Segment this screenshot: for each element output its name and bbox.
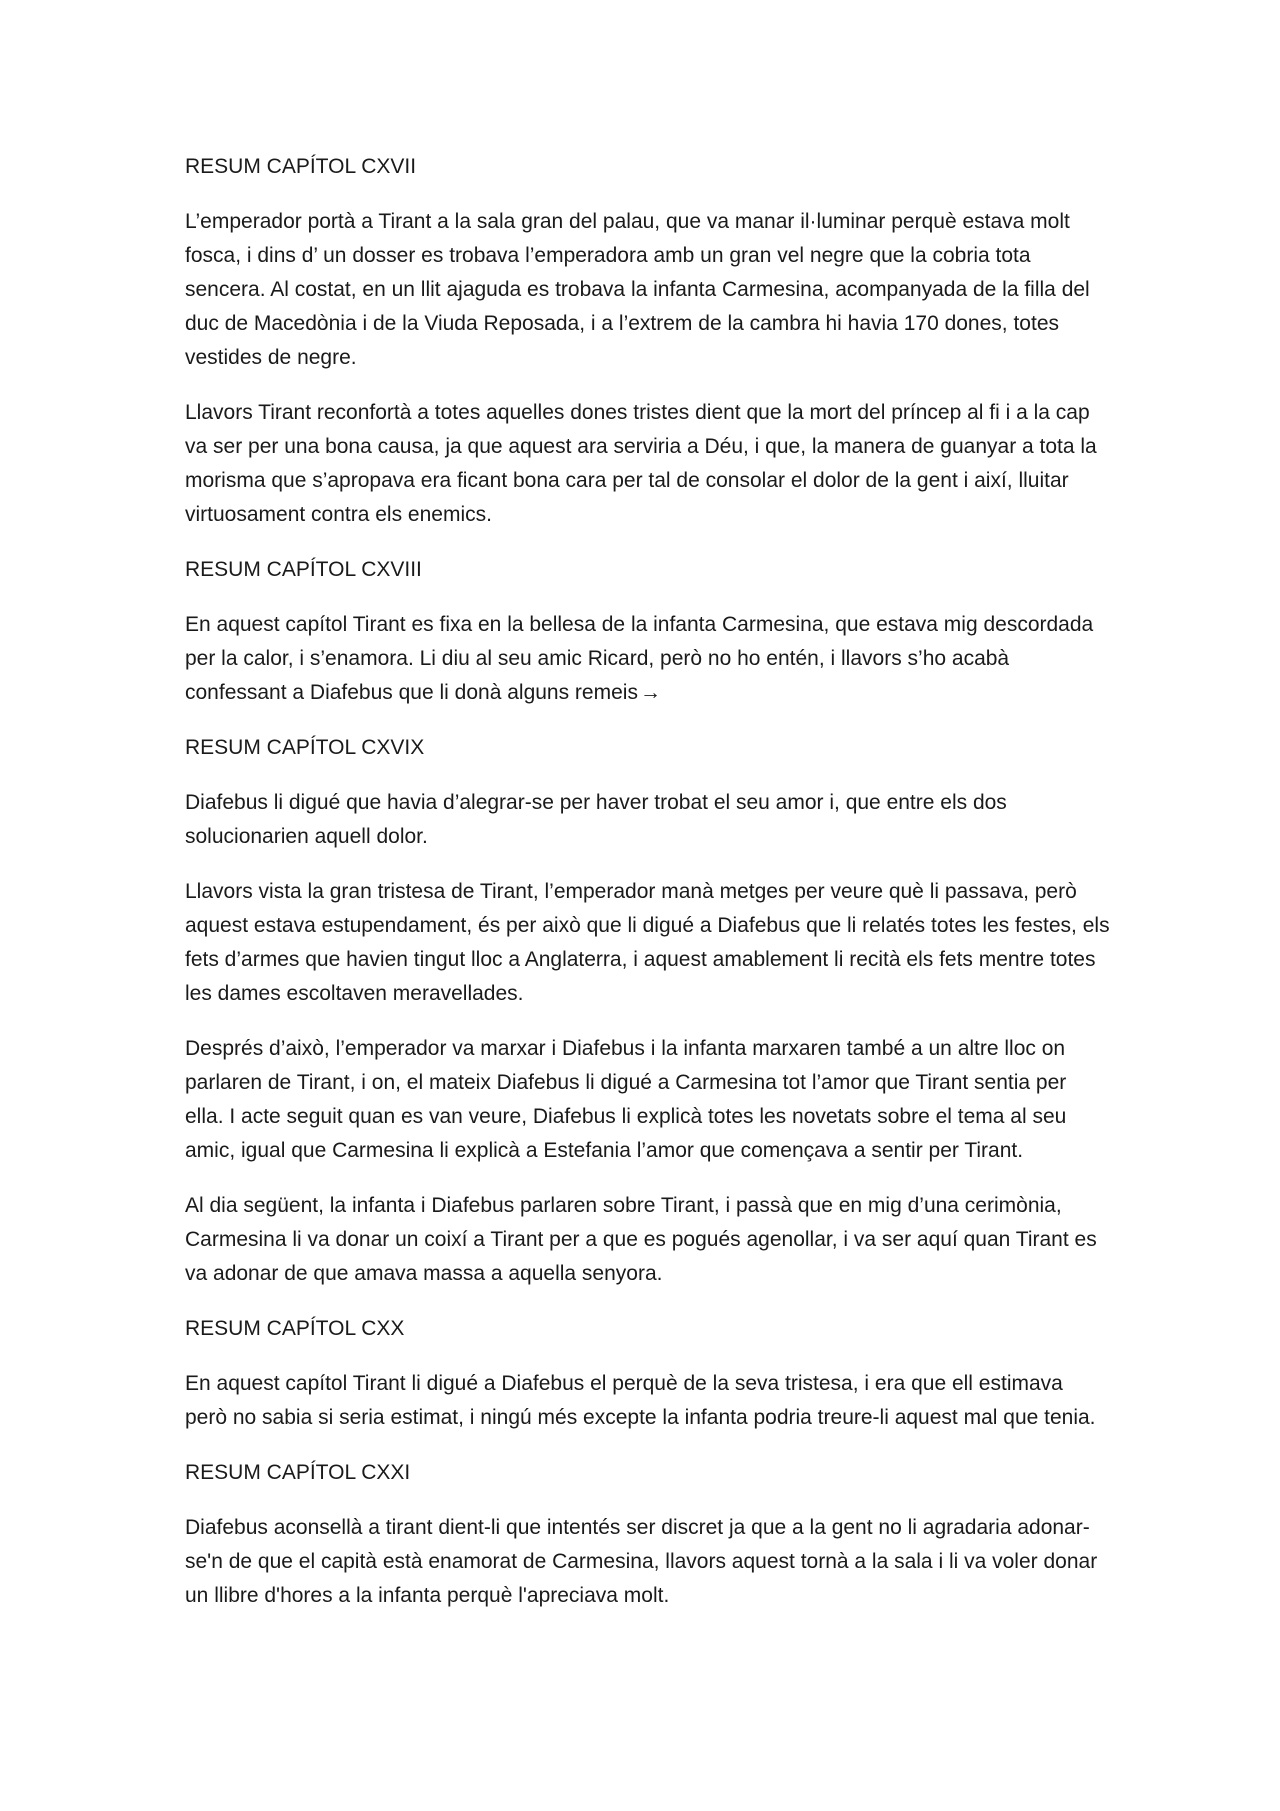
section-heading: RESUM CAPÍTOL CXVII (185, 155, 417, 178)
section-cxvix (185, 731, 1110, 1291)
paragraph: Diafebus li digué que havia d’alegrar-se per haver trobat el seu amor i, que entre els dos solucionarien aquell dolor. (185, 791, 1007, 848)
section-cxx (185, 1312, 1110, 1435)
document-page (185, 150, 1110, 1634)
arrow-right-icon: → (639, 681, 661, 704)
paragraph-text: En aquest capítol Tirant es fixa en la bellesa de la infanta Carmesina, que estava mig descordada per la calor, i s’enamora. Li diu al seu amic Ricard, però no ho entén, i llavors s’ho acabà confessant a Diafebus que li donà alguns remeis (185, 613, 1094, 704)
paragraph: En aquest capítol Tirant li digué a Diafebus el perquè de la seva tristesa, i era que ell estimava però no sabia si seria estimat, i ningú més excepte la infanta podria treure-li aquest mal que tenia. (185, 1372, 1096, 1429)
section-heading: RESUM CAPÍTOL CXXI (185, 1461, 411, 1484)
paragraph (185, 608, 1110, 710)
paragraph: Al dia següent, la infanta i Diafebus parlaren sobre Tirant, i passà que en mig d’una cerimònia, Carmesina li va donar un coixí a Tirant per a que es pogués agenollar, i va ser aquí quan Tirant es va adonar de que amava massa a aquella senyora. (185, 1194, 1097, 1285)
section-cxxi (185, 1456, 1110, 1613)
paragraph: Llavors vista la gran tristesa de Tirant, l’emperador manà metges per veure què li passava, però aquest estava estupendament, és per això que li digué a Diafebus que li relatés totes les festes, els fets d’armes que havien tingut lloc a Anglaterra, i aquest amablement li recità els fets mentre totes les dames escoltaven meravellades. (185, 880, 1110, 1005)
paragraph: Després d’això, l’emperador va marxar i Diafebus i la infanta marxaren també a un altre lloc on parlaren de Tirant, i on, el mateix Diafebus li digué a Carmesina tot l’amor que Tirant sentia per ella. I acte seguit quan es van veure, Diafebus li explicà totes les novetats sobre el tema al seu amic, igual que Carmesina li explicà a Estefania l’amor que començava a sentir per Tirant. (185, 1037, 1067, 1162)
section-heading: RESUM CAPÍTOL CXVIX (185, 736, 425, 759)
paragraph: L’emperador portà a Tirant a la sala gran del palau, que va manar il·luminar perquè estava molt fosca, i dins d’ un dosser es trobava l’emperadora amb un gran vel negre que la cobria tota sencera. Al costat, en un llit ajaguda es trobava la infanta Carmesina, acompanyada de la filla del duc de Macedònia i de la Viuda Reposada, i a l’extrem de la cambra hi havia 170 dones, totes vestides de negre. (185, 210, 1090, 369)
section-cxvii (185, 150, 1110, 532)
section-heading: RESUM CAPÍTOL CXX (185, 1317, 405, 1340)
paragraph: Llavors Tirant reconfortà a totes aquelles dones tristes dient que la mort del príncep al fi i a la cap va ser per una bona causa, ja que aquest ara serviria a Déu, i que, la manera de guanyar a tota la morisma que s’apropava era ficant bona cara per tal de consolar el dolor de la gent i així, lluitar virtuosament contra els enemics. (185, 401, 1097, 526)
section-cxviii (185, 553, 1110, 710)
section-heading: RESUM CAPÍTOL CXVIII (185, 558, 422, 581)
paragraph: Diafebus aconsellà a tirant dient-li que intentés ser discret ja que a la gent no li agradaria adonar-se'n de que el capità està enamorat de Carmesina, llavors aquest tornà a la sala i li va voler donar un llibre d'hores a la infanta perquè l'apreciava molt. (185, 1516, 1098, 1607)
